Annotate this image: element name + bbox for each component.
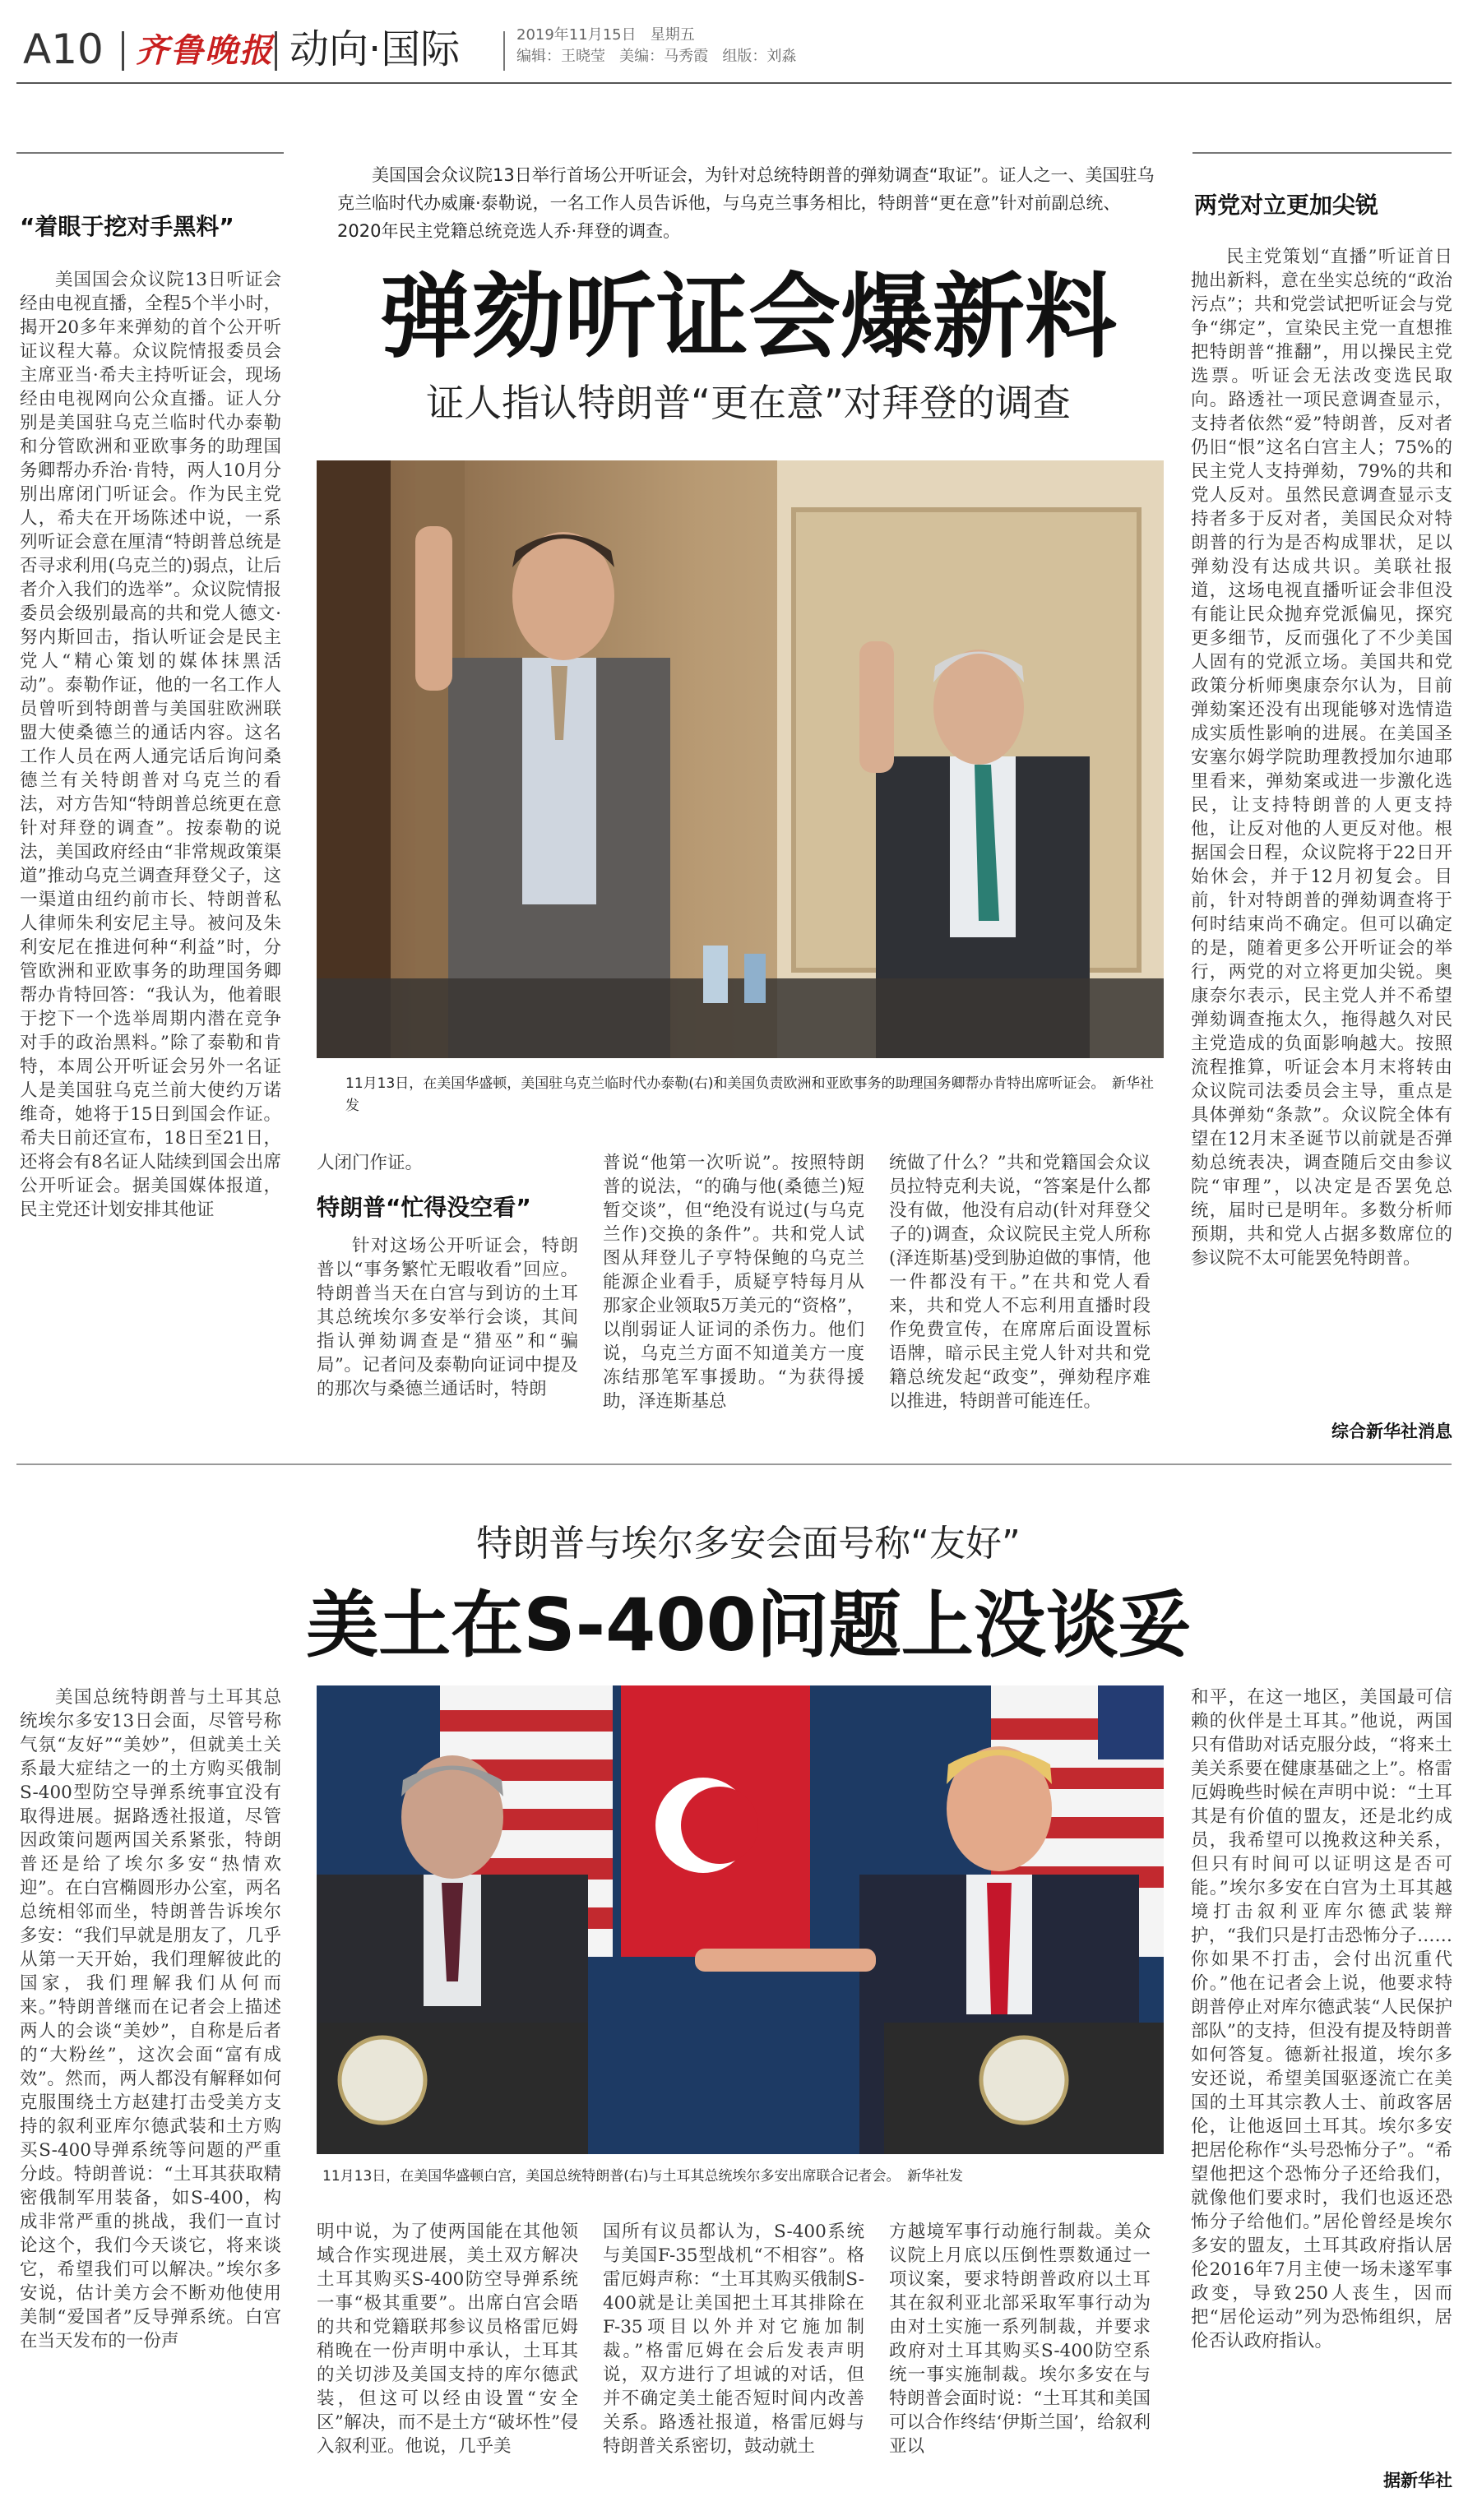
section-title: 动向·国际 bbox=[289, 26, 461, 72]
story2-byline: 据新华社 bbox=[1383, 2471, 1452, 2490]
story1-left-rule bbox=[16, 152, 284, 154]
story1-right-text: 民主党策划“直播”听证首日抛出新料，意在坐实总统的“政治污点”；共和党尝试把听证会与党争“绑定”，宣染民主党一直想推把特朗普“推翻”，用以操民主党选票。听证会无法改变选民取向。路透社一项民意调查显示，支持者依然“爱”特朗普，反对者仍旧“恨”这名白宫主人；75%的民主党人支持弹劾，79%的共和党人反对。虽然民意调查显示支持者多于反对者，美国民众对特朗普的行为是否构成罪状，足以弹劾没有达成共识。美联社报道，这场电视直播听证会非但没有能让民众抛弃党派偏见，探究更多细节，反而强化了不少美国人固有的党派立场。美国共和党政策分析师奥康奈尔认为，目前弹劾案还没有出现能够对选情造成实质性影响的进展。在美国圣安塞尔姆学院助理教授加尔迪耶里看来，弹劾案或进一步激化选民，让支持特朗普的人更支持他，让反对他的人更反对他。根据国会日程，众议院将于22日开始休会，并于12月初复会。目前，针对特朗普的弹劾调查将于何时结束尚不确定。但可以确定的是，随着更多公开听证会的举行，两党的对立将更加尖锐。奥康奈尔表示，民主党人并不希望弹劾调查拖太久，拖得越久对民主党造成的负面影响越大。按照流程推算，听证会本月末将转由众议院司法委员会主导，重点是具体弹劾“条款”。众议院全体有望在12月末圣诞节以前就是否弹劾总统表决，调查随后交由参议院“审理”，以决定是否罢免总统，届时已是明年。多数分析师预期，共和党人占据多数席位的参议院不太可能罢免特朗普。 bbox=[1191, 247, 1452, 1269]
page-number: A10 bbox=[23, 25, 104, 73]
story-divider bbox=[16, 1463, 1452, 1465]
story1-left-text: 美国国会众议院13日听证会经由电视直播，全程5个半小时，揭开20多年来弹劾的首个公开听证议程大幕。众议院情报委员会主席亚当·希夫主持听证会，现场经由电视网向公众直播。证人分别是美国驻乌克兰临时代办泰勒和分管欧洲和亚欧事务的助理国务卿帮办乔治·肯特，两人10月分别出席闭门听证会。作为民主党人，希夫在开场陈述中说，一系列听证会意在厘清“特朗普总统是否寻求利用(乌克兰的)弱点，让后者介入我们的选举”。众议院情报委员会级别最高的共和党人德文·努内斯回击，指认听证会是民主党人“精心策划的媒体抹黑活动”。泰勒作证，他的一名工作人员曾听到特朗普与美国驻欧洲联盟大使桑德兰的通话内容。这名工作人员在两人通完话后询问桑德兰有关特朗普对乌克兰的看法，对方告知“特朗普总统更在意针对拜登的调查”。按泰勒的说法，美国政府经由“非常规政策渠道”推动乌克兰调查拜登父子，这一渠道由纽约前市长、特朗普私人律师朱利安尼主导。被问及朱利安尼在推进何种“利益”时，分管欧洲和亚欧事务的助理国务卿帮办肯特回答：“我认为，他着眼于挖下一个选举周期内潜在竞争对手的政治黑料。”除了泰勒和肯特，本周公开听证会另外一名证人是美国驻乌克兰前大使约万诺维奇，她将于15日到国会作证。希夫日前还宣布，18日至21日，还将会有8名证人陆续到国会出席公开听证会。据美国媒体报道，民主党还计划安排其他证 bbox=[20, 270, 281, 1220]
story1-mid-text-1b: 针对这场公开听证会，特朗普以“事务繁忙无暇收看”回应。特朗普当天在白宫与到访的土耳其总统埃尔多安举行会谈，其间指认弹劾调查是“猎巫”和“骗局”。记者问及泰勒向证词中提及的那次与桑德兰通话时，特朗 bbox=[317, 1236, 578, 1399]
newspaper-logo: 齐鲁晚报 bbox=[136, 31, 274, 70]
hearing-photo-caption: 11月13日，在美国华盛顿，美国驻乌克兰临时代办泰勒(右)和美国负责欧洲和亚欧事务的助理国务卿帮办肯特出席听证会。 新华社发 bbox=[345, 1075, 1155, 1114]
story2-mid-column-2 bbox=[603, 2220, 864, 2504]
story2-left-column bbox=[20, 1685, 281, 2504]
masthead-meta bbox=[516, 25, 796, 67]
press-conference-photo-illustration bbox=[317, 1685, 1164, 2154]
story1-right-subhead: 两党对立更加尖锐 bbox=[1194, 192, 1379, 219]
presidential-seal-left bbox=[340, 2037, 425, 2123]
story1-mid-column-3 bbox=[889, 1151, 1151, 1529]
masthead-rule bbox=[16, 82, 1452, 84]
story1-left-subhead: “着眼于挖对手黑料” bbox=[20, 213, 234, 240]
press-conference-photo-caption: 11月13日，在美国华盛顿白宫，美国总统特朗普(右)与土耳其总统埃尔多安出席联合记者会。 新华社发 bbox=[322, 2168, 964, 2185]
story1-mid-column-1 bbox=[317, 1151, 578, 1529]
editor-credit: 编辑：王晓莹 bbox=[516, 48, 605, 65]
story1-mid-subhead: 特朗普“忙得没空看” bbox=[317, 1194, 531, 1221]
story2-mid-text-3: 方越境军事行动施行制裁。美众议院上月底以压倒性票数通过一项议案，要求特朗普政府以土耳其在叙利亚北部采取军事行动为由对土实施一系列制裁，并要求政府对土耳其购买S-400防空系统一事实施制裁。埃尔多安在与特朗普会面时说：“土耳其和美国可以合作终结‘伊斯兰国’，给叙利亚以 bbox=[889, 2222, 1151, 2457]
story1-mid-text-3: 统做了什么？”共和党籍国会众议员拉特克利夫说，“答案是什么都没有做，他没有启动(针对拜登父子的)调查，众议院民主党人所称(泽连斯基)受到胁迫做的事情，他一件都没有干。”在共和党人看来，共和党人不忘利用直播时段作免费宣传，在席席后面设置标语牌，暗示民主党人针对共和党籍总统发起“政变”，弹劾程序难以推进，特朗普可能连任。 bbox=[889, 1153, 1151, 1412]
masthead-divider-1 bbox=[122, 31, 124, 71]
story1-mid-column-2 bbox=[603, 1151, 864, 1529]
layout-credit: 组版：刘淼 bbox=[722, 48, 797, 65]
hearing-photo-illustration bbox=[317, 460, 1164, 1058]
story1-right-rule bbox=[1192, 152, 1452, 154]
art-editor-credit: 美编：马秀霞 bbox=[619, 48, 709, 65]
story2-mid-column-1 bbox=[317, 2220, 578, 2504]
hearing-photo bbox=[317, 460, 1164, 1058]
story2-right-column bbox=[1191, 1685, 1452, 2458]
story2-headline: 美土在S-400问题上没谈妥 bbox=[306, 1583, 1191, 1667]
story1-right-column bbox=[1191, 245, 1452, 1413]
turkey-flag bbox=[621, 1685, 810, 1957]
story1-left-column bbox=[20, 268, 281, 1526]
story1-mid-text-1: 人闭门作证。 bbox=[317, 1153, 424, 1173]
issue-weekday: 星期五 bbox=[650, 26, 695, 44]
story2-kicker: 特朗普与埃尔多安会面号称“友好” bbox=[476, 1523, 1021, 1565]
story2-mid-text-1: 明中说，为了使两国能在其他领域合作实现进展，美土双方解决土耳其购买S-400防空导弹系统一事“极其重要”。出席白宫会晤的共和党籍联邦参议员格雷厄姆稍晚在一份声明中承认，土耳其的关切涉及美国支持的库尔德武装，但这可以经由设置“安全区”解决，而不是土方“破坏性”侵入叙利亚。他说，几乎美 bbox=[317, 2222, 578, 2457]
story1-headline: 弹劾听证会爆新料 bbox=[380, 264, 1117, 371]
story1-lead: 美国国会众议院13日举行首场公开听证会，为针对总统特朗普的弹劾调查“取证”。证人之一、美国驻乌克兰临时代办威廉·泰勒说，一名工作人员告诉他，与乌克兰事务相比，特朗普“更在意”针对前副总统、2020年民主党籍总统竞选人乔·拜登的调查。 bbox=[337, 165, 1155, 241]
masthead-divider-2 bbox=[275, 31, 277, 71]
story2-right-text: 和平，在这一地区，美国最可信赖的伙伴是土耳其。”他说，两国只有借助对话克服分歧，“将来土美关系要在健康基础之上”。格雷厄姆晚些时候在声明中说：“土耳其是有价值的盟友，还是北约成员，我希望可以挽救这种关系，但只有时间可以证明这是否可能。”埃尔多安在白宫为土耳其越境打击叙利亚库尔德武装辩护，“我们只是打击恐怖分子……你如果不打击，会付出沉重代价。”他在记者会上说，他要求特朗普停止对库尔德武装“人民保护部队”的支持，但没有提及特朗普如何答复。德新社报道，埃尔多安还说，希望美国驱逐流亡在美国的土耳其宗教人士、前政客居伦，让他返回土耳其。埃尔多安把居伦称作“头号恐怖分子”。“希望他把这个恐怖分子还给我们，就像他们要求时，我们也返还恐怖分子给他们。”居伦曾经是埃尔多安的盟友，土耳其政府指认居伦2016年7月主使一场未遂军事政变，导致250人丧生，因而把“居伦运动”列为恐怖组织，居伦否认政府指认。 bbox=[1191, 1687, 1452, 2351]
story2-mid-text-2: 国所有议员都认为，S-400系统与美国F-35型战机“不相容”。格雷厄姆声称：“土耳其购买俄制S-400就是让美国把土耳其排除在F-35项目以外并对它施加制裁。”格雷厄姆在会后发表声明说，双方进行了坦诚的对话，但并不确定美土能否短时间内改善关系。路透社报道，格雷厄姆与特朗普关系密切，鼓动就土 bbox=[603, 2222, 864, 2457]
issue-date: 2019年11月15日 bbox=[516, 26, 637, 44]
masthead-divider-3 bbox=[503, 31, 505, 71]
presidential-seal-right bbox=[981, 2037, 1067, 2123]
story2-mid-column-3 bbox=[889, 2220, 1151, 2504]
story1-mid-text-2: 普说“他第一次听说”。按照特朗普的说法，“的确与他(桑德兰)短暂交谈”，但“绝没有说过(与乌克兰作)交换的条件”。共和党人试图从拜登儿子亨特保鲍的乌克兰能源企业看手，质疑亨特每月从那家企业领取5万美元的“资格”，以削弱证人证词的杀伤力。他们说，乌克兰方面不知道美方一度冻结那笔军事援助。“为获得援助，泽连斯基总 bbox=[603, 1153, 864, 1412]
story1-subheadline: 证人指认特朗普“更在意”对拜登的调查 bbox=[426, 381, 1071, 425]
press-conference-photo bbox=[317, 1685, 1164, 2154]
story1-byline: 综合新华社消息 bbox=[1331, 1422, 1452, 1441]
story2-left-text: 美国总统特朗普与土耳其总统埃尔多安13日会面，尽管号称气氛“友好”“美妙”，但就美土关系最大症结之一的土方购买俄制S-400型防空导弹系统事宜没有取得进展。据路透社报道，尽管因政策问题两国关系紧张，特朗普还是给了埃尔多安“热情欢迎”。在白宫椭圆形办公室，两名总统相邻而坐，特朗普告诉埃尔多安：“我们早就是朋友了，几乎从第一天开始，我们理解彼此的国家，我们理解我们从何而来。”特朗普继而在记者会上描述两人的会谈“美妙”，自称是后者的“大粉丝”，这次会面“富有成效”。然而，两人都没有解释如何克服围绕土方赵建打击受美方支持的叙利亚库尔德武装和土方购买S-400导弹系统等问题的严重分歧。特朗普说：“土耳其获取精密俄制军用装备，如S-400，构成非常严重的挑战，我们一直讨论这个，我们今天谈它，将来谈它，希望我们可以解决。”埃尔多安说，估计美方会不断劝他使用美制“爱国者”反导弹系统。白宫在当天发布的一份声 bbox=[20, 1687, 281, 2351]
